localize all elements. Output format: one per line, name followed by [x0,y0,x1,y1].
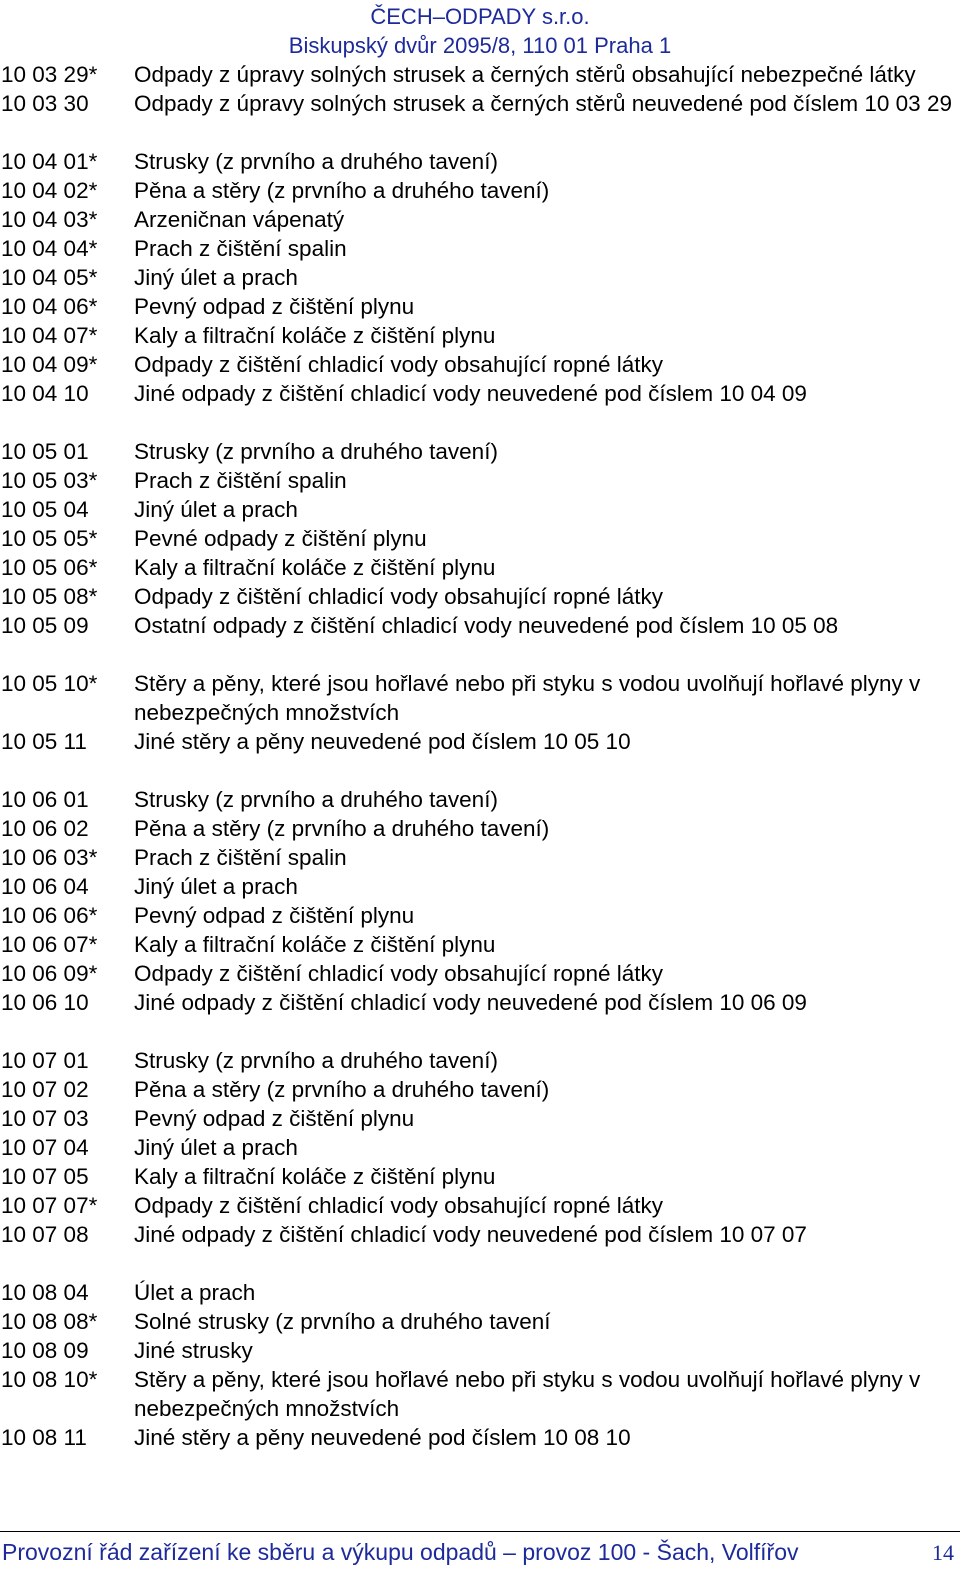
list-item [0,495,960,524]
waste-description: Strusky (z prvního a druhého tavení) [134,1048,498,1073]
waste-code: 10 05 11 [1,729,87,754]
waste-code: 10 04 07* [1,323,98,348]
waste-code: 10 06 10 [1,990,89,1015]
waste-description: Prach z čištění spalin [134,236,347,261]
list-item [0,89,960,118]
waste-code: 10 05 10* [1,671,98,696]
waste-description: Jiný úlet a prach [134,265,298,290]
list-item [0,176,960,205]
waste-description: Jiné odpady z čištění chladicí vody neuvedené pod číslem 10 06 09 [134,990,807,1015]
waste-code: 10 08 10* [1,1367,98,1392]
waste-description: Strusky (z prvního a druhého tavení) [134,439,498,464]
code-group [0,1278,960,1452]
waste-description: Jiné stěry a pěny neuvedené pod číslem 10 05 10 [134,729,631,754]
waste-description: Pevné odpady z čištění plynu [134,526,427,551]
waste-code-list [0,60,960,1452]
waste-code: 10 04 09* [1,352,98,377]
waste-code: 10 06 06* [1,903,98,928]
list-item [0,524,960,553]
list-item [0,379,960,408]
waste-description: Jiné stěry a pěny neuvedené pod číslem 10 08 10 [134,1425,631,1450]
list-item [0,350,960,379]
waste-description: Kaly a filtrační koláče z čištění plynu [134,555,496,580]
list-item [0,582,960,611]
waste-description: Jiné odpady z čištění chladicí vody neuvedené pod číslem 10 04 09 [134,381,807,406]
list-item [0,843,960,872]
code-group [0,147,960,408]
waste-description: Odpady z čištění chladicí vody obsahující ropné látky [134,961,664,986]
waste-description: Jiný úlet a prach [134,874,298,899]
list-item [0,437,960,466]
waste-code: 10 04 05* [1,265,98,290]
list-item [0,785,960,814]
waste-code: 10 08 04 [1,1280,89,1305]
waste-code: 10 07 03 [1,1106,89,1131]
waste-code: 10 06 01 [1,787,89,812]
list-item [0,901,960,930]
code-group [0,785,960,1017]
list-item [0,1191,960,1220]
waste-code: 10 05 03* [1,468,98,493]
list-item [0,205,960,234]
list-item [0,1278,960,1307]
waste-code: 10 08 08* [1,1309,98,1334]
list-item [0,1220,960,1249]
waste-code: 10 04 03* [1,207,98,232]
page-header [230,2,730,60]
waste-description: Pevný odpad z čištění plynu [134,903,415,928]
list-item [0,814,960,843]
waste-description: Pěna a stěry (z prvního a druhého tavení) [134,178,550,203]
waste-description: Odpady z čištění chladicí vody obsahující ropné látky [134,1193,664,1218]
waste-code: 10 08 09 [1,1338,89,1363]
list-item [0,1423,960,1452]
list-item [0,234,960,263]
waste-description: Ostatní odpady z čištění chladicí vody neuvedené pod číslem 10 05 08 [134,613,839,638]
waste-code: 10 07 05 [1,1164,89,1189]
list-item [0,988,960,1017]
code-group [0,669,960,756]
waste-description: Kaly a filtrační koláče z čištění plynu [134,932,496,957]
waste-code: 10 06 07* [1,932,98,957]
list-item [0,1046,960,1075]
footer-title: Provozní řád zařízení ke sběru a výkupu odpadů – provoz 100 - Šach, Volfířov [2,1539,799,1565]
waste-description: Kaly a filtrační koláče z čištění plynu [134,1164,496,1189]
waste-description: Solné strusky (z prvního a druhého tavení [134,1309,551,1334]
waste-code: 10 07 01 [1,1048,89,1073]
waste-code: 10 05 09 [1,613,89,638]
list-item [0,263,960,292]
waste-description: Kaly a filtrační koláče z čištění plynu [134,323,496,348]
waste-code: 10 05 01 [1,439,89,464]
list-item [0,1365,960,1423]
waste-code: 10 04 06* [1,294,98,319]
code-group [0,437,960,640]
list-item [0,959,960,988]
waste-description: Jiné odpady z čištění chladicí vody neuvedené pod číslem 10 07 07 [134,1222,807,1247]
waste-description: Stěry a pěny, které jsou hořlavé nebo při styku s vodou uvolňují hořlavé plyny v nebezpečných množstvích [134,671,921,725]
waste-description: Stěry a pěny, které jsou hořlavé nebo při styku s vodou uvolňují hořlavé plyny v nebezpečných množstvích [134,1367,921,1421]
waste-code: 10 06 03* [1,845,98,870]
waste-code: 10 05 06* [1,555,98,580]
list-item [0,669,960,727]
waste-code: 10 07 07* [1,1193,98,1218]
list-item [0,147,960,176]
list-item [0,872,960,901]
waste-code: 10 03 29* [1,62,98,87]
list-item [0,466,960,495]
waste-code: 10 04 10 [1,381,89,406]
code-group [0,1046,960,1249]
waste-code: 10 04 01* [1,149,98,174]
waste-code: 10 05 04 [1,497,89,522]
list-item [0,930,960,959]
waste-code: 10 04 02* [1,178,98,203]
waste-description: Strusky (z prvního a druhého tavení) [134,149,498,174]
waste-description: Strusky (z prvního a druhého tavení) [134,787,498,812]
list-item [0,553,960,582]
list-item [0,1162,960,1191]
page-footer [0,1531,960,1572]
waste-code: 10 04 04* [1,236,98,261]
waste-description: Prach z čištění spalin [134,468,347,493]
list-item [0,1075,960,1104]
code-group [0,60,960,118]
waste-code: 10 05 05* [1,526,98,551]
waste-code: 10 06 09* [1,961,98,986]
list-item [0,1307,960,1336]
waste-description: Odpady z úpravy solných strusek a černých stěrů obsahující nebezpečné látky [134,62,916,87]
waste-description: Odpady z čištění chladicí vody obsahující ropné látky [134,352,664,377]
waste-description: Odpady z úpravy solných strusek a černých stěrů neuvedené pod číslem 10 03 29 [134,91,952,116]
waste-description: Prach z čištění spalin [134,845,347,870]
waste-code: 10 06 04 [1,874,89,899]
waste-description: Jiný úlet a prach [134,1135,298,1160]
list-item [0,1104,960,1133]
list-item [0,60,960,89]
list-item [0,1336,960,1365]
waste-code: 10 05 08* [1,584,98,609]
waste-description: Pevný odpad z čištění plynu [134,294,415,319]
list-item [0,1133,960,1162]
waste-code: 10 03 30 [1,91,89,116]
waste-description: Pevný odpad z čištění plynu [134,1106,415,1131]
waste-description: Úlet a prach [134,1280,256,1305]
waste-code: 10 07 04 [1,1135,89,1160]
waste-code: 10 07 02 [1,1077,89,1102]
waste-description: Arzeničnan vápenatý [134,207,345,232]
waste-description: Jiný úlet a prach [134,497,298,522]
page-number: 14 [932,1540,954,1565]
list-item [0,292,960,321]
waste-code: 10 06 02 [1,816,89,841]
company-name: ČECH–ODPADY s.r.o. [370,4,590,29]
waste-code: 10 07 08 [1,1222,89,1247]
waste-description: Pěna a stěry (z prvního a druhého tavení) [134,816,550,841]
waste-description: Jiné strusky [134,1338,253,1363]
list-item [0,727,960,756]
waste-description: Pěna a stěry (z prvního a druhého tavení) [134,1077,550,1102]
waste-description: Odpady z čištění chladicí vody obsahující ropné látky [134,584,664,609]
list-item [0,321,960,350]
company-address: Biskupský dvůr 2095/8, 110 01 Praha 1 [288,33,672,58]
waste-code: 10 08 11 [1,1425,87,1450]
list-item [0,611,960,640]
